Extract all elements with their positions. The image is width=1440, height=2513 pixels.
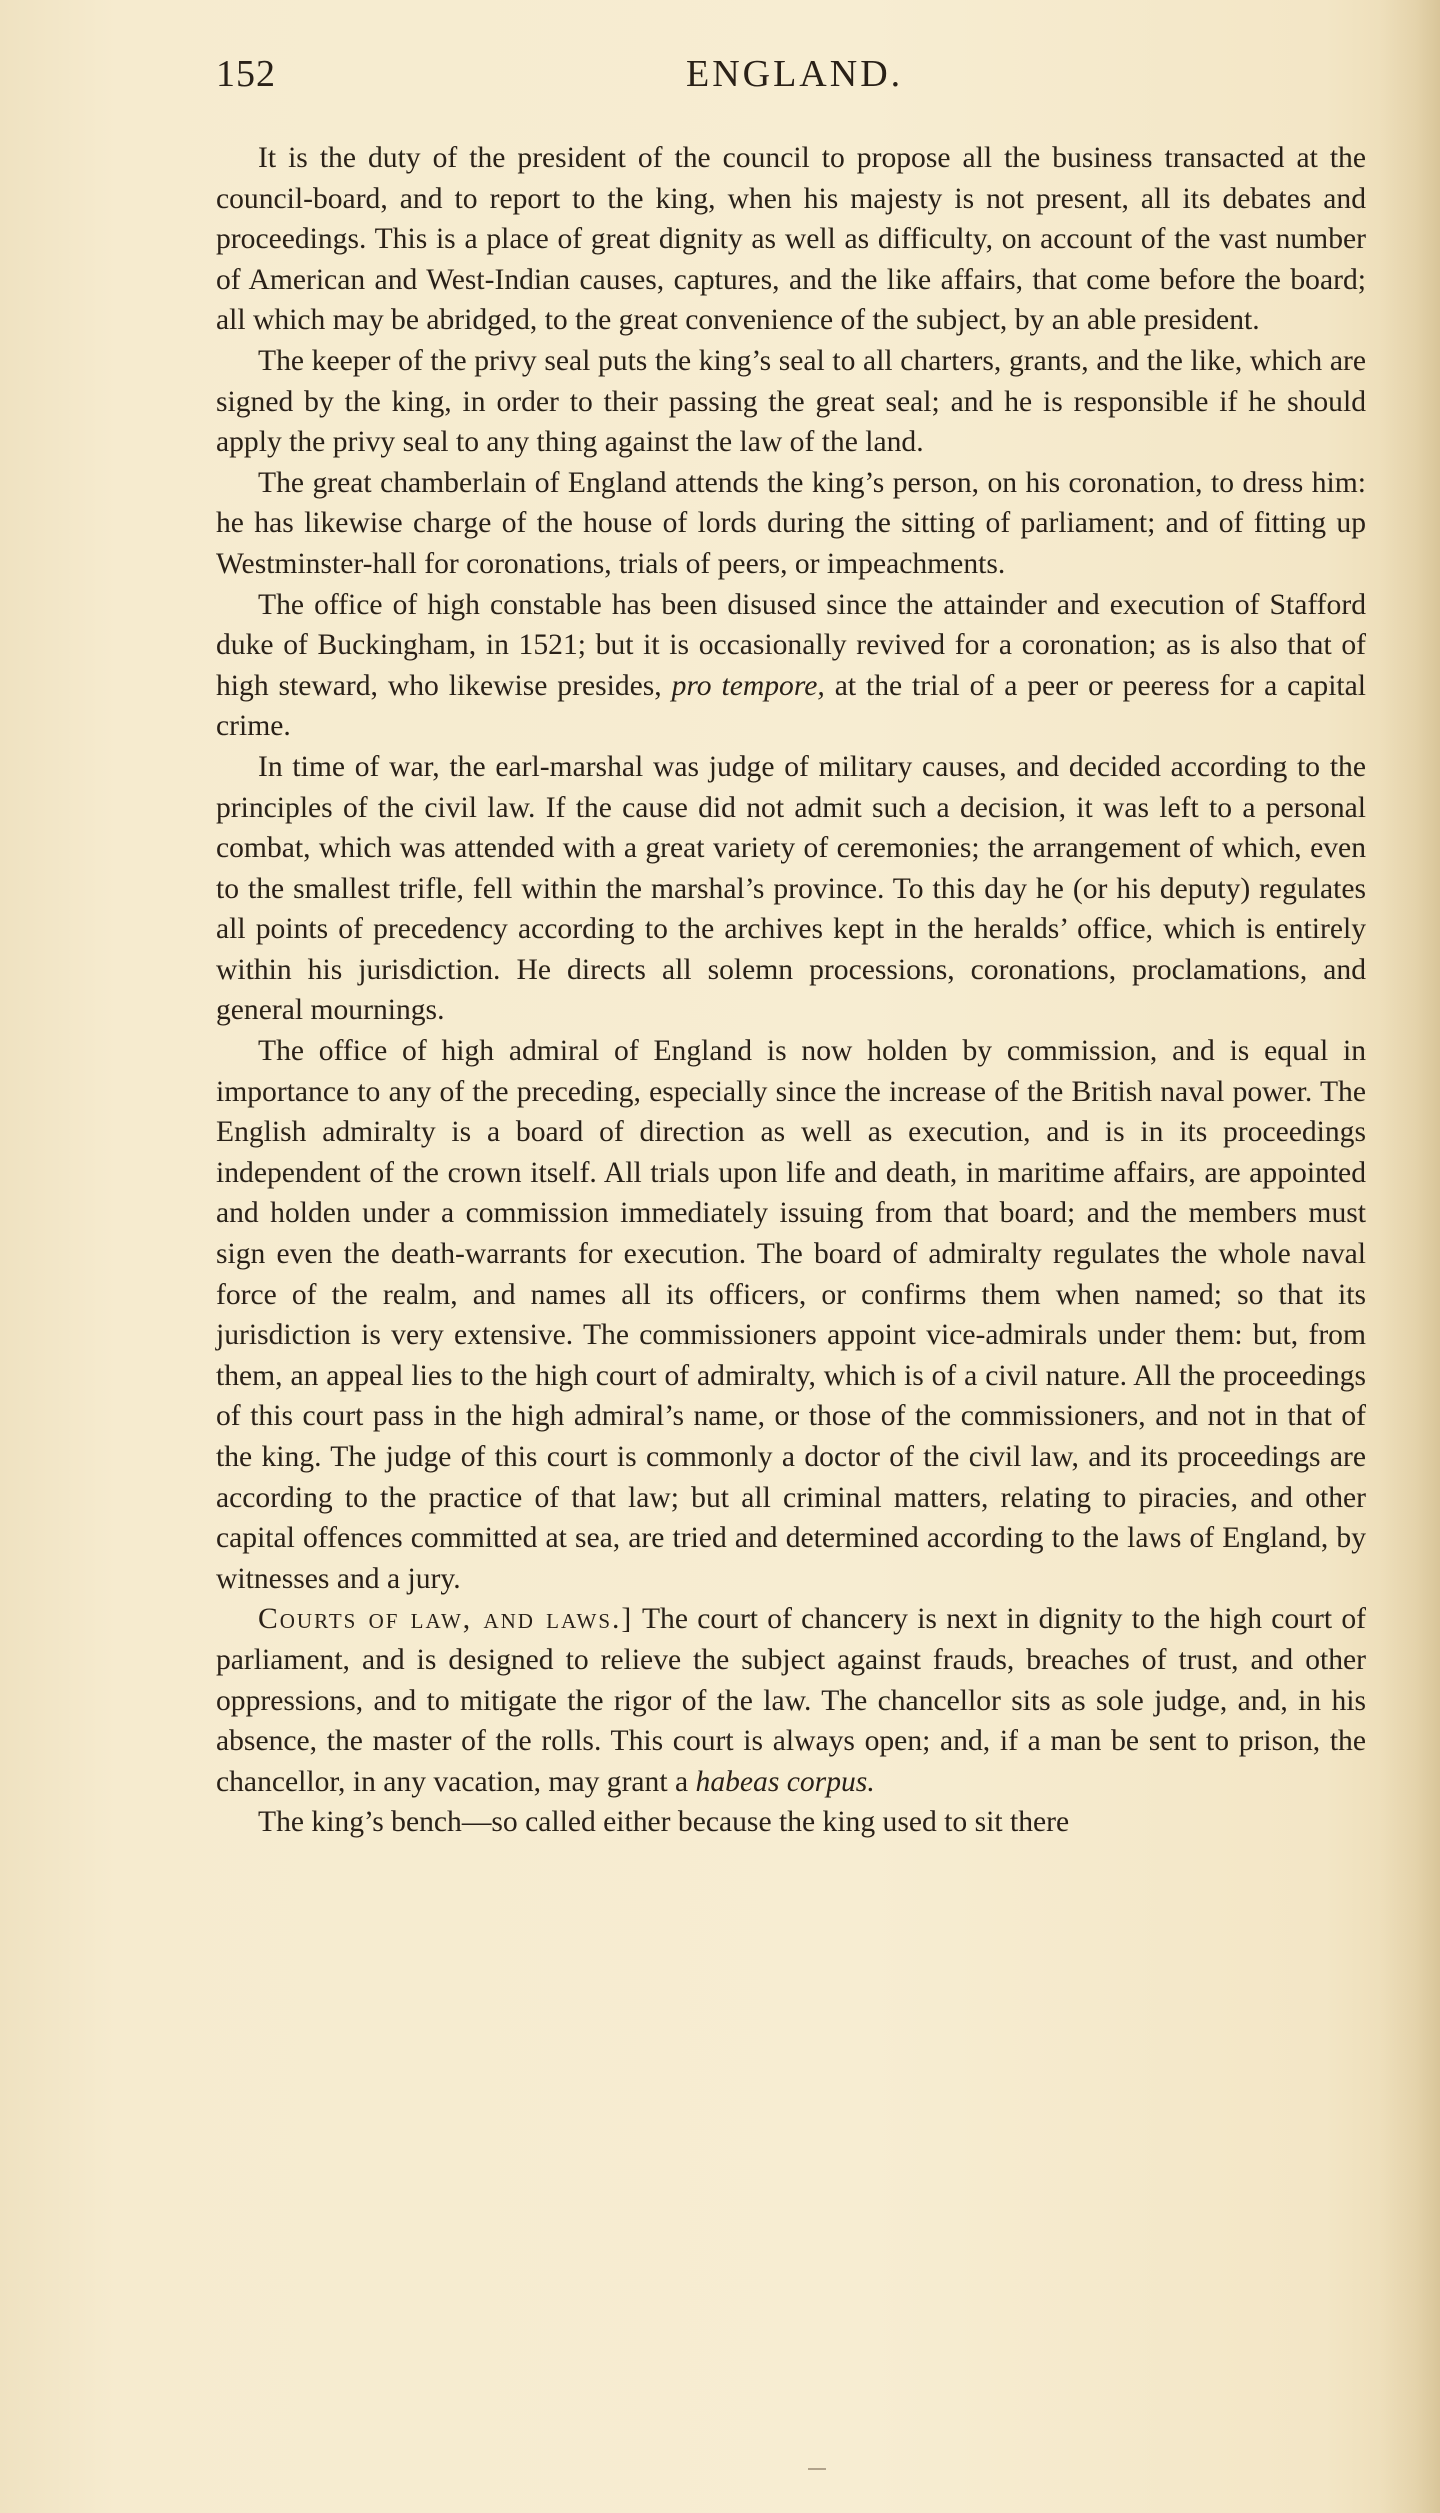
page-number: 152: [216, 53, 276, 95]
paragraph-privy-seal: The keeper of the privy seal puts the king’s seal to all charters, grants, and the like, which are signed by the king, in order to their passing the great seal; and he is responsible if he should apply the privy seal to any thing against the law of the land.: [216, 344, 1366, 459]
paragraph-president-council: It is the duty of the president of the council to propose all the business transacted at the council-board, and to report to the king, when his majesty is not present, all its debates and proceedings. This is a place of great dignity as well as difficulty, on account of the vast number of American and West-Indian causes, captures, and the like affairs, that come before the board; all which may be abridged, to the great convenience of the subject, by an able president.: [216, 142, 1366, 337]
running-head: ENGLAND.: [686, 53, 904, 95]
section-heading-courts-of-law: Courts of law, and laws.]: [258, 1603, 634, 1636]
page-header: [216, 52, 1366, 112]
italic-pro-tempore: pro tempore,: [671, 669, 825, 702]
page-edge-shadow: [1380, 0, 1440, 2513]
paragraph-great-chamberlain: The great chamberlain of England attends the king’s person, on his coronation, to dress him: he has likewise charge of the house of lords during the sitting of parliament; and of fitting up Westminster-hall for coronations, trials of peers, or impeachments.: [216, 466, 1366, 580]
paragraph-earl-marshal: In time of war, the earl-marshal was judge of military causes, and decided according to the principles of the civil law. If the cause did not admit such a decision, it was left to a personal combat, which was attended with a great variety of ceremonies; the arrangement of which, even to the smallest trifle, fell within the marshal’s province. To this day he (or his deputy) regulates all points of precedency according to the archives kept in the heralds’ office, which is entirely within his jurisdiction. He directs all solemn processions, coronations, proclamations, and general mournings.: [216, 750, 1366, 1027]
paragraph-high-admiral: The office of high admiral of England is now holden by commission, and is equal in importance to any of the preceding, especially since the increase of the British naval power. The English admiralty is a board of direction as well as execution, and is in its proceedings independent of the crown itself. All trials upon life and death, in maritime affairs, are appointed and holden under a commission immediately issuing from that board; and the members must sign even the death-warrants for execution. The board of admiralty regulates the whole naval force of the realm, and names all its officers, or confirms them when named; so that its jurisdiction is very extensive. The commissioners appoint vice-admirals under them: but, from them, an appeal lies to the high court of admiralty, which is of a civil nature. All the proceedings of this court pass in the high admiral’s name, or those of the commissioners, and not in that of the king. The judge of this court is commonly a doctor of the civil law, and its proceedings are according to the practice of that law; but all criminal matters, relating to piracies, and other capital offences committed at sea, are tried and determined according to the laws of England, by witnesses and a jury.: [216, 1035, 1366, 1595]
footer-mark: [808, 2468, 826, 2470]
italic-habeas-corpus: habeas corpus.: [695, 1765, 875, 1798]
body-text: [216, 138, 1366, 1843]
paragraph-courts-of-law: Courts of law, and laws.] The court of chancery is next in dignity to the high court of parliament, and is designed to relieve the subject against frauds, breaches of trust, and other oppressions, and to mitigate the rigor of the law. The chancellor sits as sole judge, and, in his absence, the master of the rolls. This court is always open; and, if a man be sent to prison, the chancellor, in any vacation, may grant a habeas corpus.: [216, 1603, 1366, 1798]
paragraph-high-constable: The office of high constable has been disused since the attainder and execution of Stafford duke of Buckingham, in 1521; but it is occasionally revived for a coronation; as is also that of high steward, who likewise presides, pro tempore, at the trial of a peer or peeress for a capital crime.: [216, 588, 1367, 743]
paragraph-kings-bench: The king’s bench—so called either because the king used to sit there: [258, 1806, 1070, 1839]
